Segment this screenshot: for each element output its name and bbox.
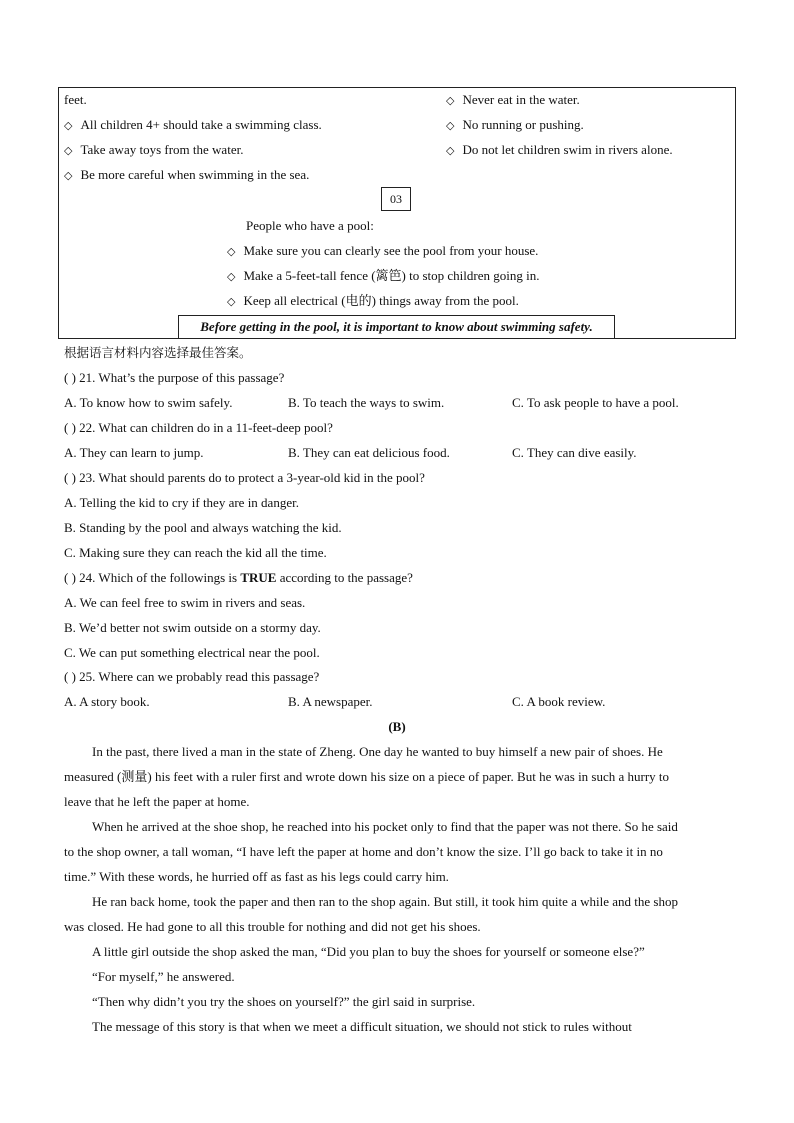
section-heading: People who have a pool: — [246, 218, 374, 233]
passage-line: “For myself,” he answered. — [92, 969, 235, 984]
passage-title: (B) — [388, 719, 406, 734]
passage-line: He ran back home, took the paper and then ran to the shop again. But still, it took him quite a while and the shop — [92, 894, 678, 909]
option-a[interactable]: A. They can learn to jump. — [64, 445, 204, 460]
passage-line: The message of this story is that when we meet a difficult situation, we should not stick to rules without — [92, 1019, 632, 1034]
section-number: 03 — [381, 187, 411, 211]
option-c[interactable]: C. A book review. — [512, 694, 606, 709]
option-b[interactable]: B. Standing by the pool and always watching the kid. — [64, 520, 342, 535]
passage-line: measured (测量) his feet with a ruler first and wrote down his size on a piece of paper. But he was in such a hurry to — [64, 769, 670, 784]
option-c[interactable]: C. They can dive easily. — [512, 445, 637, 460]
option-c[interactable]: C. Making sure they can reach the kid all the time. — [64, 545, 327, 560]
notice-left-item: ◇ All children 4+ should take a swimming class. — [64, 117, 322, 132]
instruction: 根据语言材料内容选择最佳答案。 — [64, 345, 252, 360]
passage-line: to the shop owner, a tall woman, “I have left the paper at home and don’t know the size. I’ll go back to take it in no — [64, 844, 663, 859]
notice-left-item: ◇ Be more careful when swimming in the sea. — [64, 167, 310, 182]
passage-line: leave that he left the paper at home. — [64, 794, 250, 809]
diamond-bullet-icon: ◇ — [64, 144, 73, 157]
diamond-bullet-icon: ◇ — [227, 295, 236, 308]
question-stem: ( ) 25. Where can we probably read this passage? — [64, 669, 320, 684]
safety-banner: Before getting in the pool, it is important to know about swimming safety. — [178, 315, 615, 339]
option-b[interactable]: B. To teach the ways to swim. — [288, 395, 445, 410]
passage-line: In the past, there lived a man in the state of Zheng. One day he wanted to buy himself a new pair of shoes. He — [92, 744, 663, 759]
section-item: ◇ Keep all electrical (电的) things away from the pool. — [227, 293, 519, 308]
emphasis-true: TRUE — [240, 570, 277, 585]
option-a[interactable]: A. Telling the kid to cry if they are in danger. — [64, 495, 299, 510]
option-a[interactable]: A. A story book. — [64, 694, 150, 709]
diamond-bullet-icon: ◇ — [446, 94, 455, 107]
diamond-bullet-icon: ◇ — [227, 270, 236, 283]
question-stem: ( ) 24. Which of the followings is TRUE according to the passage? — [64, 570, 413, 585]
passage-line: When he arrived at the shoe shop, he reached into his pocket only to find that the paper was not there. So he said — [92, 819, 678, 834]
diamond-bullet-icon: ◇ — [446, 144, 455, 157]
option-c[interactable]: C. To ask people to have a pool. — [512, 395, 679, 410]
question-stem: ( ) 21. What’s the purpose of this passage? — [64, 370, 285, 385]
diamond-bullet-icon: ◇ — [64, 169, 73, 182]
passage-line: A little girl outside the shop asked the man, “Did you plan to buy the shoes for yourself or someone else?” — [92, 944, 645, 959]
passage-line: time.” With these words, he hurried off as fast as his legs could carry him. — [64, 869, 449, 884]
option-a[interactable]: A. To know how to swim safely. — [64, 395, 233, 410]
question-stem: ( ) 22. What can children do in a 11-feet-deep pool? — [64, 420, 333, 435]
section-item: ◇ Make sure you can clearly see the pool from your house. — [227, 243, 539, 258]
diamond-bullet-icon: ◇ — [446, 119, 455, 132]
diamond-bullet-icon: ◇ — [64, 119, 73, 132]
passage-line: “Then why didn’t you try the shoes on yourself?” the girl said in surprise. — [92, 994, 476, 1009]
diamond-bullet-icon: ◇ — [227, 245, 236, 258]
option-c[interactable]: C. We can put something electrical near the pool. — [64, 645, 320, 660]
option-b[interactable]: B. We’d better not swim outside on a stormy day. — [64, 620, 321, 635]
option-a[interactable]: A. We can feel free to swim in rivers and seas. — [64, 595, 306, 610]
notice-left-item: ◇ Take away toys from the water. — [64, 142, 244, 157]
passage-line: was closed. He had gone to all this trouble for nothing and did not get his shoes. — [64, 919, 481, 934]
notice-right-item: ◇ Never eat in the water. — [446, 92, 580, 107]
notice-left-item: feet. — [64, 92, 87, 107]
notice-right-item: ◇ No running or pushing. — [446, 117, 584, 132]
option-b[interactable]: B. A newspaper. — [288, 694, 373, 709]
notice-right-item: ◇ Do not let children swim in rivers alone. — [446, 142, 673, 157]
option-b[interactable]: B. They can eat delicious food. — [288, 445, 450, 460]
question-stem: ( ) 23. What should parents do to protect a 3-year-old kid in the pool? — [64, 470, 425, 485]
section-item: ◇ Make a 5-feet-tall fence (篱笆) to stop children going in. — [227, 268, 540, 283]
